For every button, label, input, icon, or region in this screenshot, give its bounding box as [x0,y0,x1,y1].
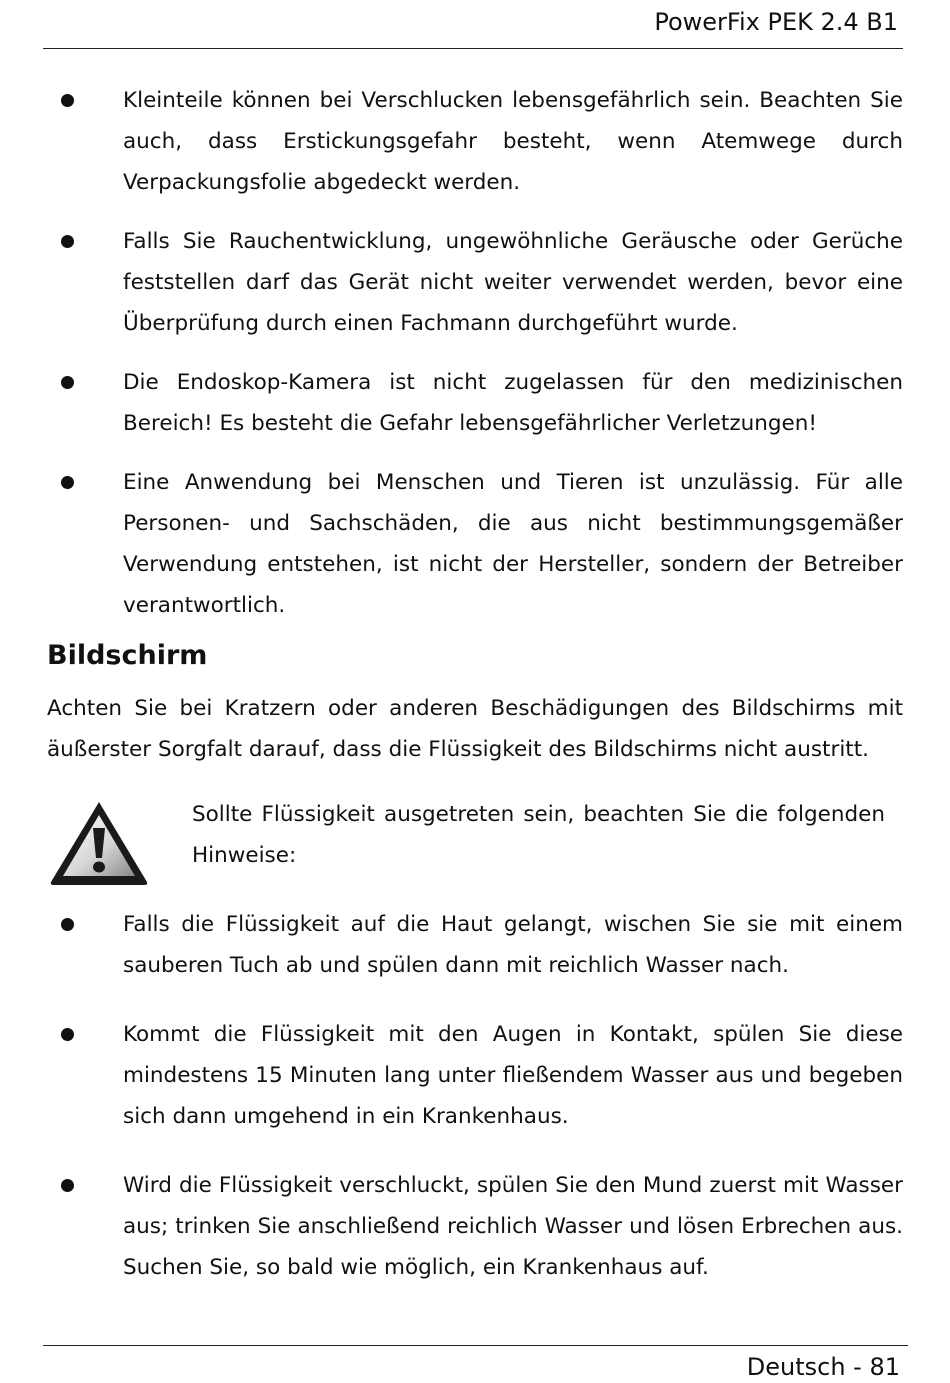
page-content [47,80,903,1316]
bullet-dot-icon [61,235,74,248]
bullet-dot-icon [61,918,74,931]
bullet-dot-icon [61,376,74,389]
warning-notice [47,798,903,886]
bullet-dot-icon [61,94,74,107]
header-divider [43,48,903,49]
bullet-dot-icon [61,1028,74,1041]
list-item-text: Falls Sie Rauchentwicklung, ungewöhnliche Geräusche oder Gerüche feststellen darf das Gerät nicht weiter verwendet werden, bevor eine Überprüfung durch einen Fachmann durchgeführt wurde. [123,229,903,336]
list-item [47,462,903,626]
list-item-text: Die Endoskop-Kamera ist nicht zugelassen für den medizinischen Bereich! Es besteht die Gefahr lebensgefährlicher Verletzungen! [123,370,903,436]
warning-text: Sollte Flüssigkeit ausgetreten sein, beachten Sie die folgenden Hinweise: [192,802,885,868]
footer-divider [43,1345,908,1346]
list-item [47,904,903,986]
list-item [47,221,903,344]
section-heading: Bildschirm [47,640,208,671]
safety-bullet-list [47,80,903,626]
list-item-text: Eine Anwendung bei Menschen und Tieren ist unzulässig. Für alle Personen- und Sachschäden, die aus nicht bestimmungsgemäßer Verwendung entstehen, ist nicht der Hersteller, sondern der Betreiber verantwortlich. [123,470,903,618]
bullet-dot-icon [61,476,74,489]
liquid-bullet-list [47,904,903,1288]
list-item [47,80,903,203]
list-item [47,362,903,444]
running-header-title: PowerFix PEK 2.4 B1 [654,8,898,36]
list-item-text: Falls die Flüssigkeit auf die Haut gelangt, wischen Sie sie mit einem sauberen Tuch ab und spülen dann mit reichlich Wasser nach. [123,912,903,978]
list-item-text: Kommt die Flüssigkeit mit den Augen in Kontakt, spülen Sie diese mindestens 15 Minuten lang unter fließendem Wasser aus und begeben sich dann umgehend in ein Krankenhaus. [123,1022,903,1129]
page-number: Deutsch - 81 [746,1353,900,1381]
bullet-dot-icon [61,1179,74,1192]
list-item-text: Kleinteile können bei Verschlucken lebensgefährlich sein. Beachten Sie auch, dass Erstickungsgefahr besteht, wenn Atemwege durch Verpackungsfolie abgedeckt werden. [123,88,903,195]
section-paragraph: Achten Sie bei Kratzern oder anderen Beschädigungen des Bildschirms mit äußerster Sorgfalt darauf, dass die Flüssigkeit des Bildschirms nicht austritt. [47,696,903,762]
list-item-text: Wird die Flüssigkeit verschluckt, spülen Sie den Mund zuerst mit Wasser aus; trinken Sie anschließend reichlich Wasser und lösen Erbrechen aus. Suchen Sie, so bald wie möglich, ein Krankenhaus auf. [123,1173,903,1280]
list-item [47,1014,903,1137]
warning-triangle-icon [47,798,151,888]
list-item [47,1165,903,1288]
